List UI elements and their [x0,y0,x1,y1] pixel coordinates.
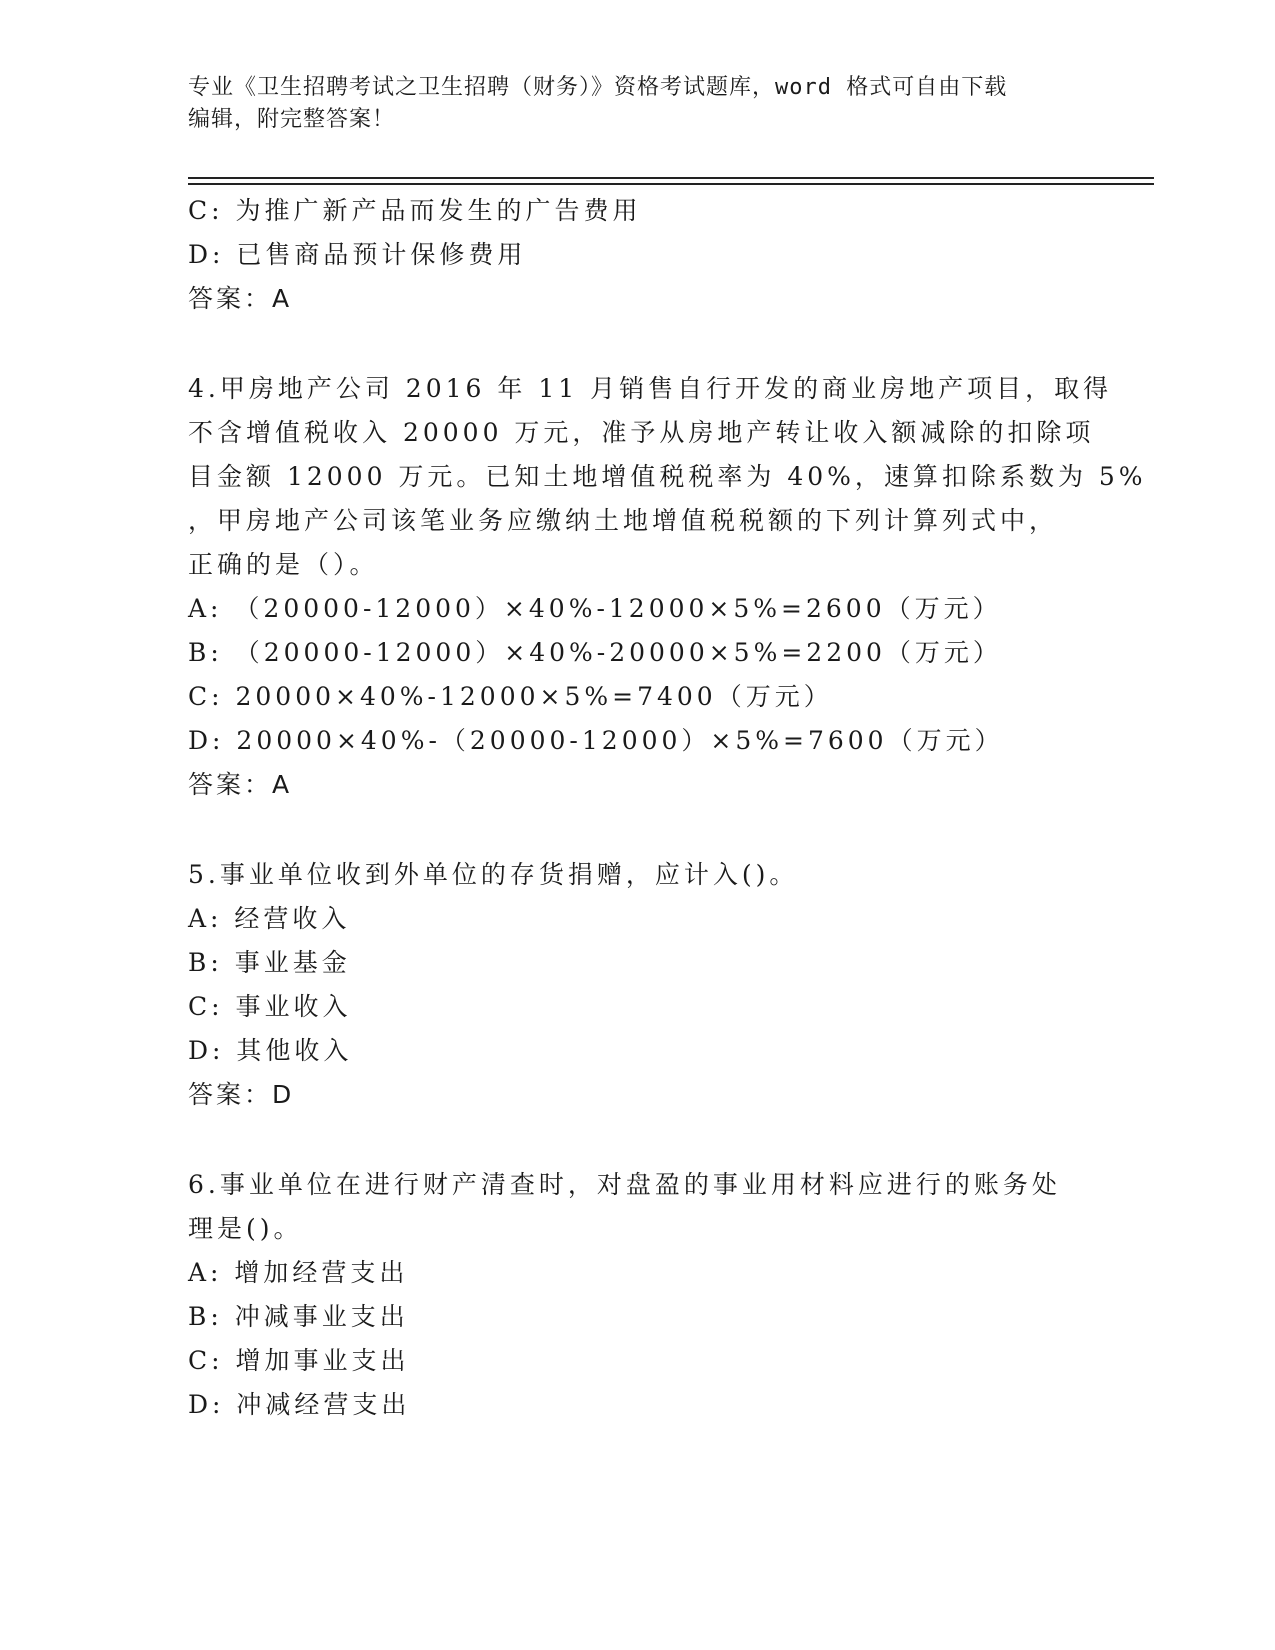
q4-stem-line-5: 正确的是（）。 [188,550,379,579]
q5-option-c: C: 事业收入 [188,992,352,1021]
q6-option-b: B: 冲减事业支出 [188,1302,409,1331]
q4-stem-line-1: 4.甲房地产公司 2016 年 11 月销售自行开发的商业房地产项目，取得 [188,374,1113,403]
q4-option-c: C: 20000×40%-12000×5%=7400（万元） [188,682,833,711]
q6-stem-line-1: 6.事业单位在进行财产清查时，对盘盈的事业用材料应进行的账务处 [188,1170,1061,1199]
q5-stem: 5.事业单位收到外单位的存货捐赠，应计入()。 [188,860,799,889]
q4-stem-line-4: ，甲房地产公司该笔业务应缴纳土地增值税税额的下列计算列式中， [188,506,1059,535]
header-divider-bottom [188,183,1154,185]
q4-stem-line-2: 不含增值税收入 20000 万元，准予从房地产转让收入额减除的扣除项 [188,418,1095,447]
q4-answer: 答案：A [188,770,293,799]
prev-option-d: D: 已售商品预计保修费用 [188,240,527,269]
header-divider-top [188,177,1154,179]
prev-answer: 答案：A [188,284,293,313]
q4-option-d: D: 20000×40%-（20000-12000）×5%=7600（万元） [188,726,1004,755]
q5-option-b: B: 事业基金 [188,948,351,977]
document-header [188,72,1088,136]
header-line-2: 编辑，附完整答案！ [188,107,396,132]
q6-option-c: C: 增加事业支出 [188,1346,410,1375]
header-line-1: 专业《卫生招聘考试之卫生招聘（财务）》资格考试题库，word 格式可自由下载 [188,75,1008,100]
q4-stem-line-3: 目金额 12000 万元。已知土地增值税税率为 40%，速算扣除系数为 5% [188,462,1147,491]
q5-option-d: D: 其他收入 [188,1036,353,1065]
prev-option-c: C: 为推广新产品而发生的广告费用 [188,196,642,225]
q6-stem-line-2: 理是()。 [188,1214,303,1243]
q4-option-b: B: （20000-12000）×40%-20000×5%=2200（万元） [188,638,1002,667]
q4-option-a: A: （20000-12000）×40%-12000×5%=2600（万元） [188,594,1002,623]
q6-option-a: A: 增加经营支出 [188,1258,409,1287]
q5-answer: 答案：D [188,1080,295,1109]
q6-option-d: D: 冲减经营支出 [188,1390,411,1419]
q5-option-a: A: 经营收入 [188,904,351,933]
